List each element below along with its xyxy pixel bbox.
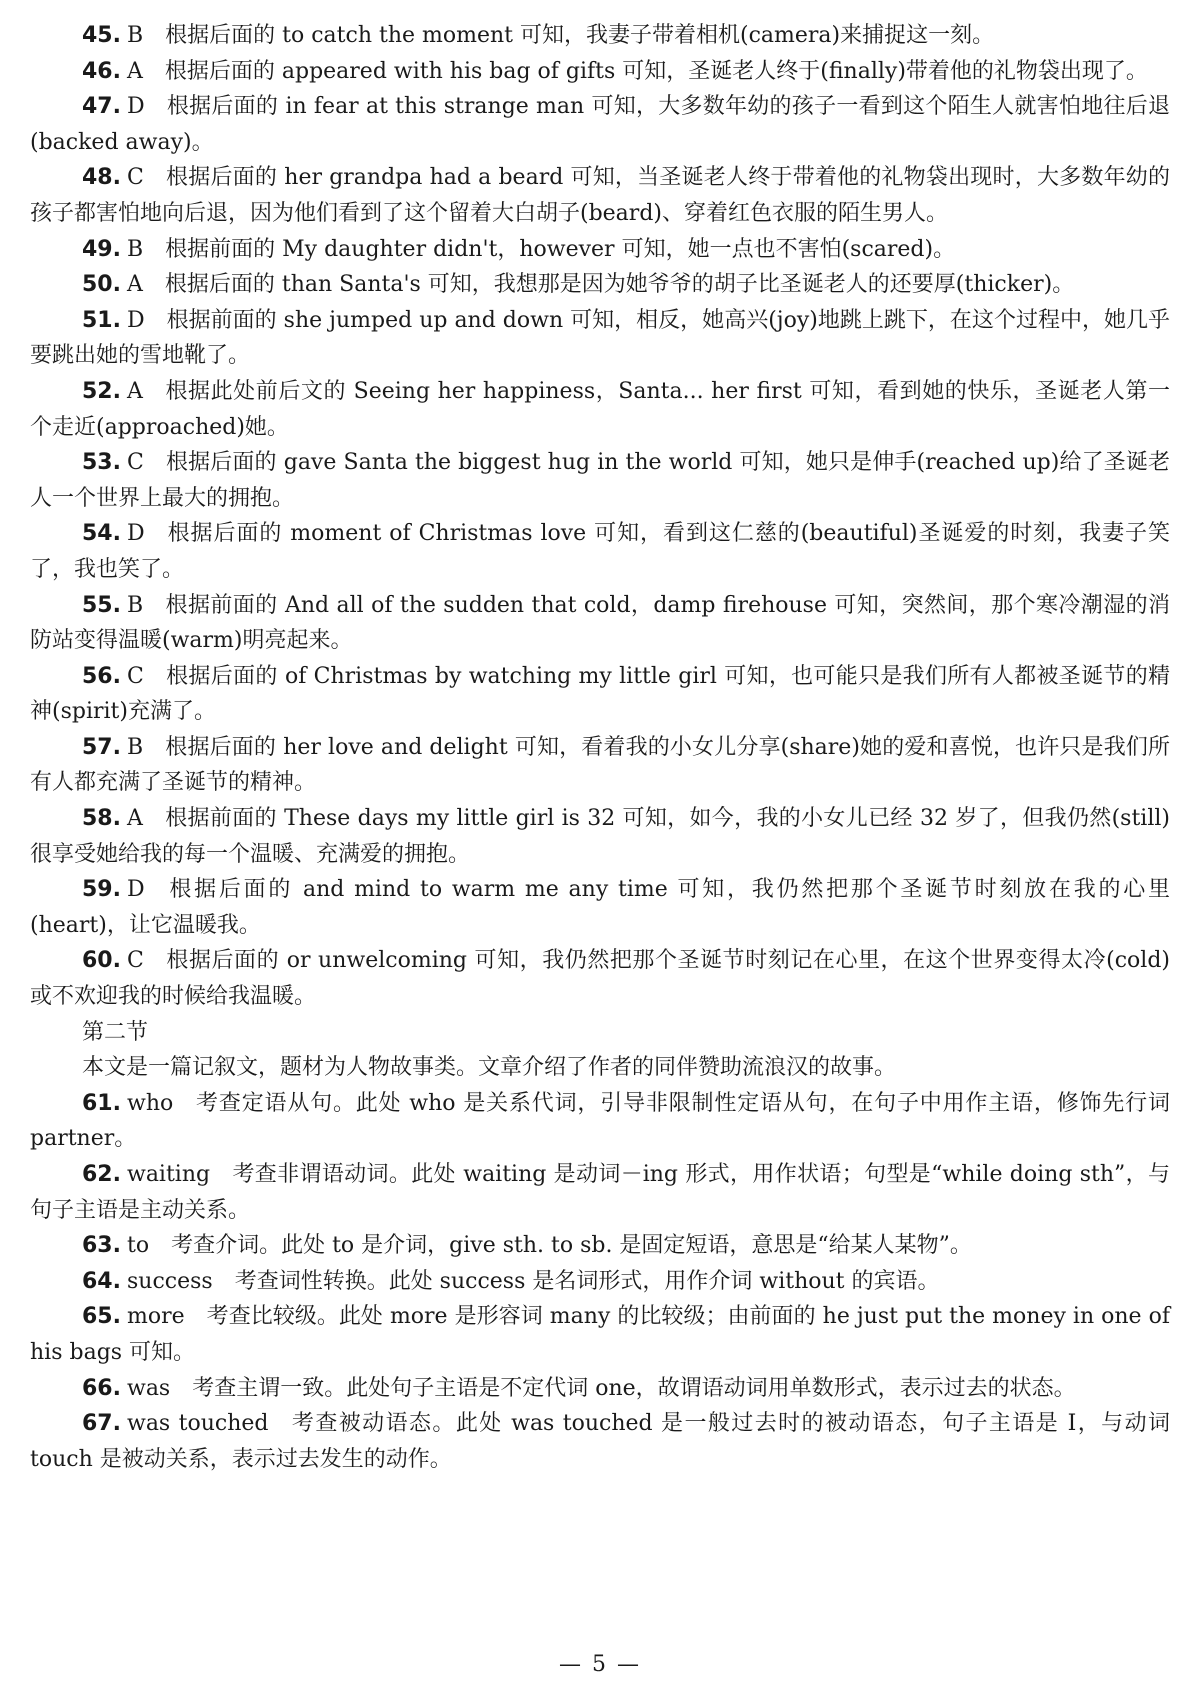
answer-item-53: 53. C 根据后面的 gave Santa the biggest hug in the world 可知，她只是伸手(reached up)给了圣诞老人一个世界上最大的拥抱。	[30, 450, 1170, 511]
answer-item-60: 60. C 根据后面的 or unwelcoming 可知，我仍然把那个圣诞节时刻记在心里，在这个世界变得太冷(cold)或不欢迎我的时候给我温暖。	[30, 948, 1170, 1010]
section-heading: 第二节	[82, 1019, 149, 1045]
answer-item-65: 65. more 考查比较级。此处 more 是形容词 many 的比较级；由前面的 he just put the money in one of his bags 可知。	[30, 1304, 1170, 1365]
page-number: — 5 —	[559, 1652, 641, 1677]
answer-item-49: 49. B 根据前面的 My daughter didn't，however 可知，她一点也不害怕(scared)。	[82, 236, 956, 262]
answer-item-54: 54. D 根据后面的 moment of Christmas love 可知，看到这仁慈的(beautiful)圣诞爱的时刻，我妻子笑了，我也笑了。	[30, 521, 1170, 582]
answer-item-45: 45. B 根据后面的 to catch the moment 可知，我妻子带着相机(camera)来捕捉这一刻。	[82, 23, 995, 48]
answer-item-55: 55. B 根据前面的 And all of the sudden that cold，damp firehouse 可知，突然间，那个寒冷潮湿的消防站变得温暖(warm)明亮起来。	[30, 592, 1170, 654]
answer-item-61: 61. who 考查定语从句。此处 who 是关系代词，引导非限制性定语从句，在句子中用作主语，修饰先行词 partner。	[30, 1090, 1170, 1152]
answer-item-59: 59. D 根据后面的 and mind to warm me any time 可知，我仍然把那个圣诞节时刻放在我的心里(heart)，让它温暖我。	[30, 877, 1170, 938]
answer-item-62: 62. waiting 考查非谓语动词。此处 waiting 是动词－ing 形式，用作状语；句型是“while doing sth”，与句子主语是主动关系。	[30, 1162, 1170, 1223]
answer-item-48: 48. C 根据后面的 her grandpa had a beard 可知，当圣诞老人终于带着他的礼物袋出现时，大多数年幼的孩子都害怕地向后退，因为他们看到了这个留着大白胡子(beard)、穿着红色衣服的陌生男人。	[30, 165, 1170, 226]
answer-item-57: 57. B 根据后面的 her love and delight 可知，看着我的小女儿分享(share)她的爱和喜悦，也许只是我们所有人都充满了圣诞节的精神。	[30, 734, 1170, 796]
answer-item-52: 52. A 根据此处前后文的 Seeing her happiness，Santa... her first 可知，看到她的快乐，圣诞老人第一个走近(approached)她。	[30, 378, 1170, 440]
passage-intro: 本文是一篇记叙文，题材为人物故事类。文章介绍了作者的同伴赞助流浪汉的故事。	[82, 1055, 897, 1081]
answer-item-50: 50. A 根据后面的 than Santa's 可知，我想那是因为她爷爷的胡子比圣诞老人的还要厚(thicker)。	[82, 272, 1075, 298]
answer-item-64: 64. success 考查词性转换。此处 success 是名词形式，用作介词 without 的宾语。	[82, 1268, 940, 1294]
answer-item-47: 47. D 根据后面的 in fear at this strange man 可知，大多数年幼的孩子一看到这个陌生人就害怕地往后退(backed away)。	[30, 94, 1170, 155]
answer-item-46: 46. A 根据后面的 appeared with his bag of gifts 可知，圣诞老人终于(finally)带着他的礼物袋出现了。	[82, 58, 1148, 84]
answer-item-66: 66. was 考查主谓一致。此处句子主语是不定代词 one，故谓语动词用单数形式，表示过去的状态。	[82, 1375, 1076, 1401]
answer-item-58: 58. A 根据前面的 These days my little girl is 32 可知，如今，我的小女儿已经 32 岁了，但我仍然(still)很享受她给我的每一个温暖、充满爱的拥抱。	[30, 806, 1170, 867]
answer-item-56: 56. C 根据后面的 of Christmas by watching my little girl 可知，也可能只是我们所有人都被圣诞节的精神(spirit)充满了。	[30, 663, 1170, 725]
answer-item-51: 51. D 根据前面的 she jumped up and down 可知，相反，她高兴(joy)地跳上跳下，在这个过程中，她几乎要跳出她的雪地靴了。	[30, 307, 1170, 369]
answer-item-63: 63. to 考查介词。此处 to 是介词，give sth. to sb. 是固定短语，意思是“给某人某物”。	[82, 1233, 972, 1259]
answer-item-67: 67. was touched 考查被动语态。此处 was touched 是一般过去时的被动语态，句子主语是 I，与动词 touch 是被动关系，表示过去发生的动作。	[30, 1411, 1170, 1472]
